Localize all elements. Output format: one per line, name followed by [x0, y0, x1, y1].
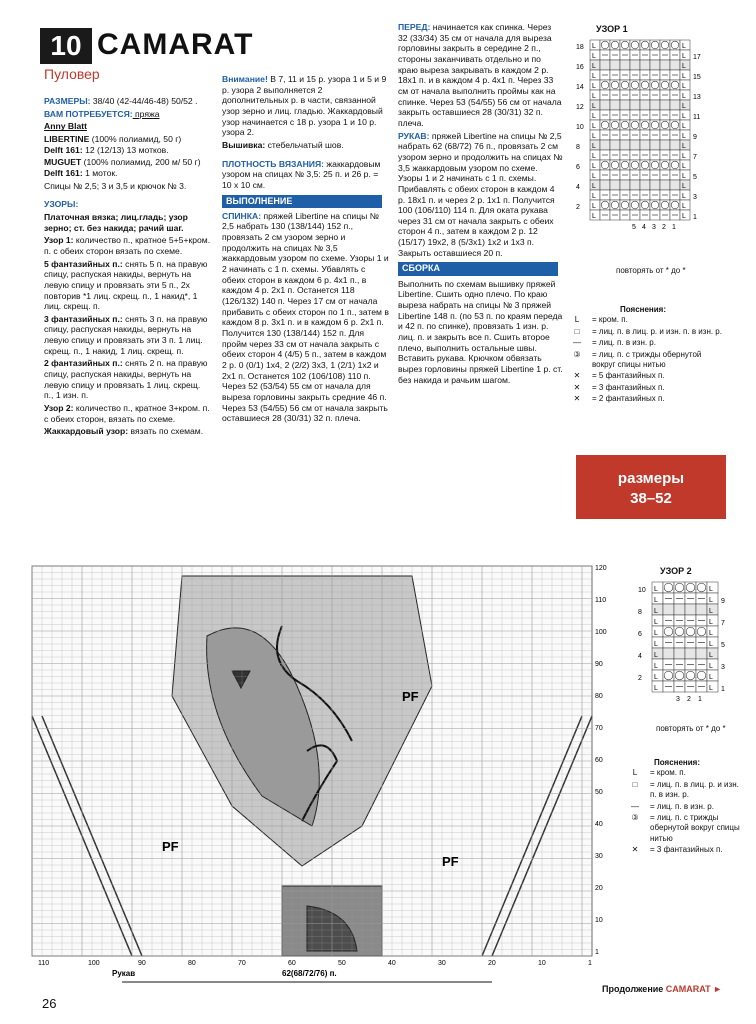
- edge-stitch: L: [592, 203, 596, 210]
- jacquard-chart: [12, 560, 612, 990]
- row-number-right: 9: [693, 134, 697, 141]
- sleeve-label: РУКАВ:: [398, 130, 430, 141]
- embroidery-text: стебельчатый шов.: [265, 139, 344, 150]
- stitch-number: 3: [676, 696, 680, 703]
- row-number-right: 15: [693, 74, 701, 81]
- row-number: 40: [595, 821, 603, 828]
- row-number: 100: [595, 629, 607, 636]
- edge-stitch: L: [682, 43, 686, 50]
- edge-stitch: L: [592, 113, 596, 120]
- legend2: [624, 758, 744, 857]
- chart-cell: [670, 180, 680, 190]
- row-number-left: 6: [638, 631, 642, 638]
- edge-stitch: L: [654, 597, 658, 604]
- row-number-left: 4: [638, 653, 642, 660]
- chart-cell: [610, 100, 620, 110]
- legend-symbol-icon: L: [574, 315, 580, 325]
- legend-item: [566, 338, 726, 348]
- edge-stitch: L: [682, 193, 686, 200]
- edge-stitch: L: [592, 183, 596, 190]
- fancy2-desc: снять 2 п. на правую спицу, распуская накиды, вернуть на левую спицу и провязать 1 лиц. скрещ. п., 1 изн. п.: [44, 358, 208, 401]
- stitch-number: 3: [652, 224, 656, 231]
- materials-column: [44, 96, 212, 439]
- chart-cell: [660, 60, 670, 70]
- legend-text: = 3 фантазийных п.: [650, 845, 723, 855]
- chart-cell: [663, 626, 674, 637]
- legend-text: = 3 фантазийных п.: [592, 382, 665, 392]
- edge-stitch: L: [682, 113, 686, 120]
- chart-cell: [600, 140, 610, 150]
- legend-item: [624, 780, 744, 801]
- row-number-left: 6: [576, 164, 580, 171]
- edge-stitch: L: [682, 133, 686, 140]
- chart-cell: [685, 582, 696, 593]
- sizes-value: 38/40 (42-44/46-48) 50/52 .: [90, 96, 198, 106]
- edge-stitch: L: [592, 53, 596, 60]
- pattern1-label: Узор 1:: [44, 235, 74, 246]
- chart-cell: [610, 180, 620, 190]
- chart-cell: [630, 100, 640, 110]
- edge-stitch: L: [592, 123, 596, 130]
- edge-stitch: L: [654, 586, 658, 593]
- pattern2-label: Узор 2:: [44, 403, 74, 414]
- fancy5-desc: снять 5 п. на правую спицу, распуская накиды, вернуть на левую спицу и провязать эти 5 п., 2х повторив *1 лиц. скрещ. п., 1 накид*, 1 лиц. скрещ. п.: [44, 258, 208, 312]
- edge-stitch: L: [709, 652, 713, 659]
- legend-symbol-icon: —: [631, 801, 639, 811]
- back-label: СПИНКА:: [222, 210, 262, 221]
- row-number: 90: [595, 661, 603, 668]
- chart-cell: [685, 626, 696, 637]
- edge-stitch: L: [592, 73, 596, 80]
- density-text: жаккардовым узором на спицах № 3,5: 25 п. и 26 р. = 10 x 10 см.: [222, 158, 381, 190]
- legend-item: [566, 350, 726, 371]
- row-number-right: 5: [693, 174, 697, 181]
- chart-cell: [630, 60, 640, 70]
- edge-stitch: L: [654, 641, 658, 648]
- legend-symbol-icon: □: [632, 779, 638, 789]
- yarn1-count: 12 (12/13) 13 мотков.: [82, 144, 169, 155]
- fancy3-label: 3 фантазийных п.:: [44, 313, 123, 324]
- chart-cell: [630, 180, 640, 190]
- continuation-name: CAMARAT: [665, 984, 711, 994]
- column-number: 50: [338, 960, 346, 967]
- chart-cell: [620, 180, 630, 190]
- edge-stitch: L: [682, 163, 686, 170]
- pattern2-repeat: повторять от * до *: [656, 724, 726, 733]
- chart-cell: [674, 582, 685, 593]
- chart-cell: [640, 60, 650, 70]
- legend-symbol-icon: —: [573, 338, 581, 348]
- edge-stitch: L: [709, 597, 713, 604]
- edge-stitch: L: [592, 153, 596, 160]
- legend1: [566, 305, 726, 406]
- edge-stitch: L: [654, 630, 658, 637]
- row-number: 1: [595, 949, 599, 956]
- row-number-left: 2: [638, 675, 642, 682]
- edge-stitch: L: [682, 73, 686, 80]
- row-number-left: 10: [576, 124, 584, 131]
- legend-symbol-icon: ✕: [573, 371, 581, 381]
- edge-stitch: L: [709, 685, 713, 692]
- legend1-title: Пояснения:: [620, 305, 667, 314]
- chart-cell: [600, 180, 610, 190]
- stitch-number: 4: [642, 224, 646, 231]
- jacquard-desc: вязать по схемам.: [128, 426, 204, 437]
- patterns-list: Платочная вязка; лиц.гладь; узор зерно; ст. без накида; рачий шаг.: [44, 211, 188, 233]
- patterns-heading: УЗОРЫ:: [44, 199, 79, 210]
- row-number: 60: [595, 757, 603, 764]
- chart-cell: [620, 100, 630, 110]
- chart-cell: [670, 100, 680, 110]
- edge-stitch: L: [654, 608, 658, 615]
- chart-cell: [650, 100, 660, 110]
- stitch-number: 2: [662, 224, 666, 231]
- legend-text: = лиц. п. в лиц. р. и изн. п. в изн. р.: [650, 779, 739, 800]
- edge-stitch: L: [709, 586, 713, 593]
- row-number-left: 4: [576, 184, 580, 191]
- front-text: начинается как спинка. Через 32 (33/34) 35 см от начала для выреза горловины закрыть в середине 2 п., стороны заканчивать отдельно и по краю выреза закрывать в каждом 2 р. 18x1 п. и в каждом 4 р. 4x1 п. Через 33 см от начала выполнить проймы как на спинке. Через 53 (54/55) 56 см от начала закрыть оставшиеся 28 (30/31) 32 п. плеча.: [398, 22, 562, 128]
- stitch-number: 2: [687, 696, 691, 703]
- chart-cell: [620, 140, 630, 150]
- chart-cell: [685, 604, 696, 615]
- chart-cell: [696, 582, 707, 593]
- chart-cell: [650, 60, 660, 70]
- column-number: 1: [588, 960, 592, 967]
- edge-stitch: L: [592, 63, 596, 70]
- column-number: 70: [238, 960, 246, 967]
- density-label: ПЛОТНОСТЬ ВЯЗАНИЯ:: [222, 158, 325, 169]
- legend-item: [566, 383, 726, 393]
- width-label: 62(68/72/76) п.: [282, 969, 337, 978]
- legend-symbol-icon: ✕: [573, 382, 581, 392]
- yarn2-name: MUGUET: [44, 157, 82, 168]
- sizes-box-line2: 38–52: [630, 489, 672, 507]
- row-number-left: 2: [576, 204, 580, 211]
- row-number-right: 1: [721, 686, 725, 693]
- row-number: 70: [595, 725, 603, 732]
- legend-item: [624, 813, 744, 844]
- column-number: 110: [38, 960, 50, 967]
- edge-stitch: L: [709, 619, 713, 626]
- need-value: пряжа: [132, 108, 160, 119]
- edge-stitch: L: [592, 173, 596, 180]
- edge-stitch: L: [709, 608, 713, 615]
- yarn2-color: Delft 161:: [44, 167, 83, 178]
- pattern2-title: УЗОР 2: [660, 566, 692, 576]
- row-number-right: 7: [693, 154, 697, 161]
- edge-stitch: L: [654, 685, 658, 692]
- legend-symbol-icon: L: [632, 768, 638, 778]
- row-number-left: 12: [576, 104, 584, 111]
- legend-item: [624, 802, 744, 812]
- pattern-title: CAMARAT: [97, 28, 254, 61]
- attention-label: Внимание!: [222, 74, 268, 84]
- chart-cell: [630, 140, 640, 150]
- column-number: 10: [538, 960, 546, 967]
- pf-label: PF: [402, 689, 419, 704]
- edge-stitch: L: [682, 203, 686, 210]
- legend2-title: Пояснения:: [654, 758, 701, 767]
- chart-cell: [663, 604, 674, 615]
- assembly-text: Выполнить по схемам вышивку пряжей Libertine. Сшить одно плечо. По краю выреза набрать на спицы № 3 пряжей Libertine 148 п. (по 53 п. по краям переда и 42 п. по спинке), провязать 1 изн. р. лиц. п. и закрыть все п. Сшить второе плечо, выполнить остальные швы. Вставить рукава. Крючком обвязать вырез горловины пряжей Libertine 1 р. ст. без накида и рачьим шагом.: [398, 278, 563, 385]
- pattern1-chart: [570, 36, 740, 286]
- sizes-label: РАЗМЕРЫ:: [44, 96, 91, 106]
- chart-cell: [663, 648, 674, 659]
- continuation-note: Продолжение CAMARAT ►: [602, 984, 723, 994]
- chart-cell: [600, 100, 610, 110]
- assembly-heading: СБОРКА: [398, 262, 558, 275]
- chart-cell: [660, 180, 670, 190]
- chart-cell: [640, 100, 650, 110]
- row-number: 80: [595, 693, 603, 700]
- legend-text: = кром. п.: [592, 315, 628, 325]
- column-number: 90: [138, 960, 146, 967]
- legend-symbol-icon: ③: [631, 812, 639, 822]
- edge-stitch: L: [592, 163, 596, 170]
- edge-stitch: L: [709, 630, 713, 637]
- sleeve-label: Рукав: [112, 969, 136, 978]
- chart-cell: [696, 670, 707, 681]
- chart-cell: [696, 604, 707, 615]
- fancy3-desc: снять 3 п. на правую спицу, распуская накиды, вернуть на левую спицу и провязать эти 3 п. 1 лиц. скрещ. п., 1 накид, 1 лиц. скрещ. п.: [44, 313, 208, 356]
- row-number: 110: [595, 597, 607, 604]
- edge-stitch: L: [592, 103, 596, 110]
- legend-item: [566, 371, 726, 381]
- chart-cell: [610, 140, 620, 150]
- legend-text: = лиц. п. в лиц. р. и изн. п. в изн. р.: [592, 326, 722, 336]
- chart-cell: [640, 180, 650, 190]
- row-number-left: 8: [638, 609, 642, 616]
- column-number: 80: [188, 960, 196, 967]
- column-number: 100: [88, 960, 100, 967]
- row-number-right: 5: [721, 642, 725, 649]
- chart-cell: [663, 670, 674, 681]
- row-number-left: 8: [576, 144, 580, 151]
- fancy2-label: 2 фантазийных п.:: [44, 358, 123, 369]
- chart-cell: [650, 140, 660, 150]
- edge-stitch: L: [709, 674, 713, 681]
- legend-item: [624, 768, 744, 778]
- edge-stitch: L: [709, 663, 713, 670]
- chart-cell: [640, 140, 650, 150]
- chart-cell: [600, 60, 610, 70]
- row-number-right: 9: [721, 598, 725, 605]
- row-number: 10: [595, 917, 603, 924]
- stitch-number: 1: [698, 696, 702, 703]
- pattern1-desc: количество п., кратное 5+5+кром. п. с обеих сторон вязать по схеме.: [44, 235, 211, 256]
- edge-stitch: L: [682, 173, 686, 180]
- edge-stitch: L: [682, 213, 686, 220]
- legend-text: = 2 фантазийных п.: [592, 394, 665, 404]
- edge-stitch: L: [592, 213, 596, 220]
- edge-stitch: L: [682, 83, 686, 90]
- column-number: 30: [438, 960, 446, 967]
- fancy5-label: 5 фантазийных п.:: [44, 258, 123, 269]
- row-number-right: 17: [693, 54, 701, 61]
- edge-stitch: L: [682, 93, 686, 100]
- page-number: 26: [42, 996, 57, 1011]
- row-number-right: 3: [721, 664, 725, 671]
- legend-text: = лиц. п. в изн. р.: [592, 338, 656, 348]
- chart-cell: [674, 604, 685, 615]
- chart-cell: [610, 60, 620, 70]
- edge-stitch: L: [654, 674, 658, 681]
- edge-stitch: L: [709, 641, 713, 648]
- yarn2-desc: (100% полиамид, 200 м/ 50 г): [81, 157, 201, 168]
- row-number: 120: [595, 565, 607, 572]
- edge-stitch: L: [592, 133, 596, 140]
- edge-stitch: L: [592, 93, 596, 100]
- edge-stitch: L: [654, 663, 658, 670]
- chart-cell: [685, 648, 696, 659]
- edge-stitch: L: [592, 193, 596, 200]
- legend-symbol-icon: □: [574, 326, 580, 336]
- edge-stitch: L: [592, 43, 596, 50]
- front-label: ПЕРЕД:: [398, 22, 431, 32]
- yarn1-name: LIBERTINE: [44, 133, 90, 144]
- pf-label: PF: [162, 839, 179, 854]
- chart-cell: [650, 180, 660, 190]
- sizes-box-line1: размеры: [617, 470, 685, 487]
- yarn1-desc: (100% полиамид, 50 г): [89, 133, 182, 144]
- chart-cell: [660, 100, 670, 110]
- chart-cell: [674, 626, 685, 637]
- legend-item: [566, 315, 726, 325]
- row-number: 30: [595, 853, 603, 860]
- row-number-right: 1: [693, 214, 697, 221]
- back-text: пряжей Libertine на спицы № 2,5 набрать 130 (138/144) 152 п., провязать 2 см узором зерно и продолжить на спицах № 3,5 жаккардовым узором по схеме. Узоры 1 и 2 начинать с 1 п. схемы. Убавлять с обеих сторон в каждом 6 р. 4x1 п., в каждом 4 р. 2x1 п. Останется 118 (126/132) 140 п. Через 17 см от начала прибавить с обеих сторон по 1 п., затем в каждом 8 р. 3x1 п. и в каждом 6 р. 2x1 п. Получится 130 (138/144) 152 п. Для пройм через 33 см от начала закрыть с обеих сторон 4 (4/5) 5 п., затем в каждом 2 р. 0 (0/1) 1x4, 2 (2/2) 3x3, 1 (2/1) 1x2 и 2x1 п. Останется 102 (106/108) 110 п. Через 52 (53/54) 55 см от начала для выреза горловины закрыть средние 46 п. Через 53 (54/55) 56 см от начала закрыть оставшиеся 28 (30/31) 32 п. плеча.: [222, 210, 389, 424]
- embroidery-label: Вышивка:: [222, 139, 266, 150]
- front-sleeve-column: [398, 22, 563, 387]
- attention-text: В 7, 11 и 15 р. узора 1 и 5 и 9 р. узора 2 выполняется 2 дополнительных р. в части, связанной узор зерно и лиц. гладью. Жаккардовый узор начинается с 18 р. узора 1 и 10 р. узора 2.: [222, 74, 387, 138]
- jacquard-label: Жаккардовый узор:: [44, 426, 129, 437]
- brand: Anny Blatt: [44, 121, 87, 132]
- chart-cell: [674, 648, 685, 659]
- column-number: 60: [288, 960, 296, 967]
- sizes-box: [576, 455, 726, 519]
- column-number: 40: [388, 960, 396, 967]
- chart-cell: [620, 60, 630, 70]
- row-number-left: 16: [576, 64, 584, 71]
- legend-text: = 5 фантазийных п.: [592, 371, 665, 381]
- stitch-number: 1: [672, 224, 676, 231]
- edge-stitch: L: [654, 619, 658, 626]
- edge-stitch: L: [592, 143, 596, 150]
- stitch-number: 5: [632, 224, 636, 231]
- edge-stitch: L: [682, 63, 686, 70]
- row-number-right: 13: [693, 94, 701, 101]
- edge-stitch: L: [682, 153, 686, 160]
- legend-item: [624, 845, 744, 855]
- pattern1-title: УЗОР 1: [596, 24, 628, 34]
- legend-text: = лиц. п. в изн. р.: [650, 801, 714, 811]
- execution-heading: ВЫПОЛНЕНИЕ: [222, 195, 382, 208]
- row-number: 20: [595, 885, 603, 892]
- need-label: ВАМ ПОТРЕБУЕТСЯ:: [44, 108, 133, 119]
- continuation-prefix: Продолжение: [602, 984, 666, 994]
- pattern-number: 10: [40, 28, 92, 64]
- pattern2-chart: [634, 578, 734, 728]
- edge-stitch: L: [654, 652, 658, 659]
- chart-cell: [696, 626, 707, 637]
- row-number-left: 14: [576, 84, 584, 91]
- pf-label: PF: [442, 854, 459, 869]
- row-number-right: 3: [693, 194, 697, 201]
- edge-stitch: L: [682, 123, 686, 130]
- chart-cell: [696, 648, 707, 659]
- instructions-column: [222, 74, 390, 426]
- edge-stitch: L: [682, 103, 686, 110]
- edge-stitch: L: [682, 53, 686, 60]
- needles: Спицы № 2,5; 3 и 3,5 и крючок № 3.: [44, 180, 187, 191]
- edge-stitch: L: [682, 143, 686, 150]
- legend-symbol-icon: ③: [573, 349, 581, 359]
- pattern1-repeat: повторять от * до *: [616, 266, 686, 275]
- edge-stitch: L: [682, 183, 686, 190]
- row-number-right: 7: [721, 620, 725, 627]
- row-number: 50: [595, 789, 603, 796]
- legend-item: [566, 394, 726, 404]
- row-number-left: 10: [638, 587, 646, 594]
- chart-cell: [660, 140, 670, 150]
- legend-text: = кром. п.: [650, 768, 686, 778]
- legend-text: = лиц. п. с трижды обернутой вокруг спицы нитью: [592, 349, 702, 369]
- chart-cell: [685, 670, 696, 681]
- chart-cell: [663, 582, 674, 593]
- legend-symbol-icon: ✕: [573, 394, 581, 404]
- row-number-right: 11: [693, 114, 701, 121]
- chart-cell: [674, 670, 685, 681]
- pattern2-desc: количество п., кратное 3+кром. п. с обеих сторон, вязать по схеме.: [44, 403, 210, 424]
- legend-symbol-icon: ✕: [631, 845, 639, 855]
- sleeve-text: пряжей Libertine на спицы № 2,5 набрать 62 (68/72) 76 п., провязать 2 см узором зерно и продолжить на спицах № 3,5 жаккардовым узором по схеме. Узоры 1 и 2 начинать с 1 п. схемы. Прибавлять с обеих сторон в каждом 4 р. 18x1 п. и через 2 р. 1x1 п. Получится 100 (106/110) 114 п. Для оката рукава через 31 см от начала закрыть с обеих сторон 4 п., затем в каждом 2 р. 12 (15/17) 19x2, 8 (5/3x1) 1x2 и 1x3 п. Закрыть оставшиеся 20 п.: [398, 130, 563, 258]
- column-number: 20: [488, 960, 496, 967]
- legend-item: [566, 327, 726, 337]
- row-number-left: 18: [576, 44, 584, 51]
- pattern-subtitle: Пуловер: [44, 66, 100, 82]
- chart-cell: [670, 140, 680, 150]
- chart-cell: [670, 60, 680, 70]
- yarn1-color: Delft 161:: [44, 144, 83, 155]
- edge-stitch: L: [592, 83, 596, 90]
- legend-text: = лиц. п. с трижды обернутой вокруг спицы нитью: [650, 812, 740, 843]
- yarn2-count: 1 моток.: [82, 167, 118, 178]
